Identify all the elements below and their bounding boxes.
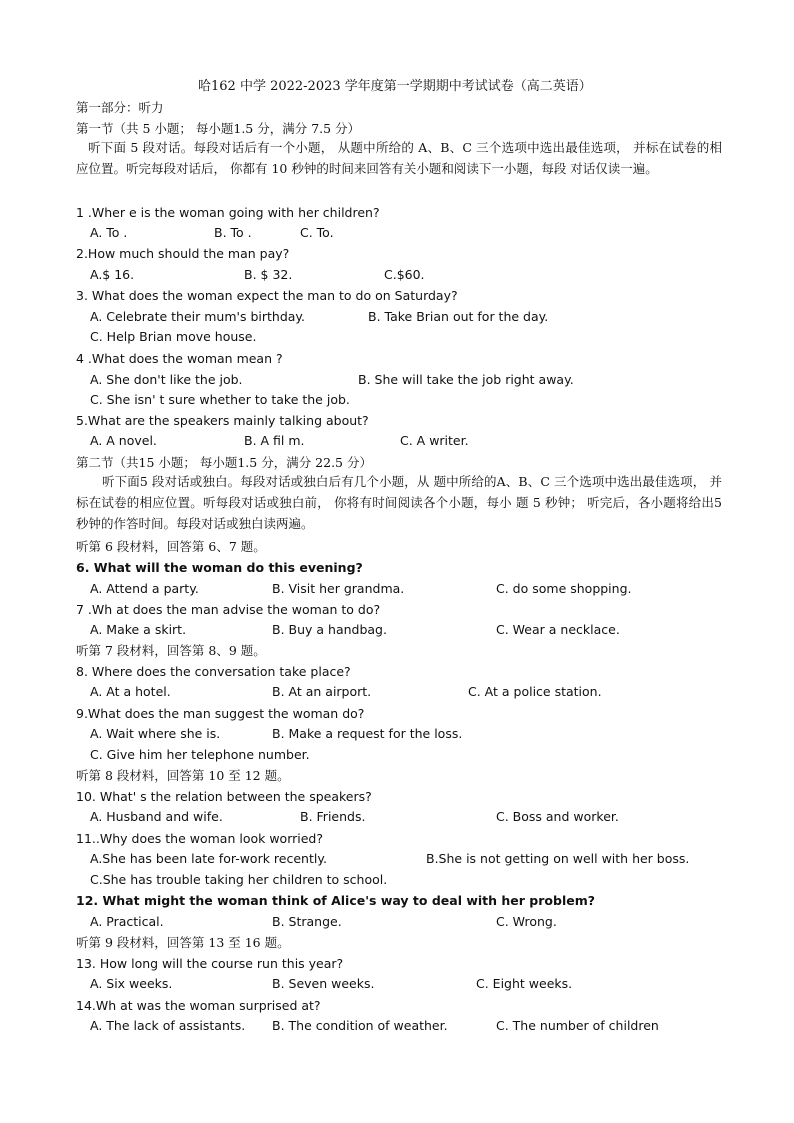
option-a: A. The lack of assistants. (90, 1018, 246, 1033)
part-heading: 第一部分：听力 (76, 100, 164, 115)
option-b: B. Make a request for the loss. (272, 726, 463, 741)
option-c: C.$60. (384, 267, 425, 282)
option-b: B. Strange. (272, 914, 342, 929)
option-a: A. A novel. (90, 433, 157, 448)
option-c: C. Help Brian move house. (90, 329, 257, 344)
option-c: C. Give him her telephone number. (90, 747, 310, 762)
option-b: B. The condition of weather. (272, 1018, 448, 1033)
option-a: A. She don't like the job. (90, 372, 243, 387)
option-c: C. Wrong. (496, 914, 557, 929)
option-a: A. Husband and wife. (90, 809, 223, 824)
question-stem: 11..Why does the woman look worried? (76, 831, 323, 846)
question-stem: 14.Wh at was the woman surprised at? (76, 998, 321, 1013)
question-stem: 2.How much should the man pay? (76, 246, 290, 261)
question-stem: 1 .Wher e is the woman going with her children? (76, 205, 380, 220)
question-stem: 10. What' s the relation between the speakers? (76, 789, 372, 804)
option-a: A. Make a skirt. (90, 622, 187, 637)
option-c: C. A writer. (400, 433, 469, 448)
option-a: A. Practical. (90, 914, 164, 929)
material-note: 听第 8 段材料，回答第 10 至 12 题。 (76, 768, 290, 783)
option-b: B. Visit her grandma. (272, 581, 405, 596)
material-note: 听第 9 段材料，回答第 13 至 16 题。 (76, 935, 290, 950)
question-stem: 3. What does the woman expect the man to do on Saturday? (76, 288, 458, 303)
option-a: A. Attend a party. (90, 581, 199, 596)
question-stem: 9.What does the man suggest the woman do? (76, 706, 365, 721)
option-b: B. Seven weeks. (272, 976, 375, 991)
option-a: A. At a hotel. (90, 684, 171, 699)
option-a: A. Six weeks. (90, 976, 173, 991)
option-b: B. Buy a handbag. (272, 622, 387, 637)
material-note: 听第 6 段材料，回答第 6、7 题。 (76, 539, 266, 554)
material-note: 听第 7 段材料，回答第 8、9 题。 (76, 643, 266, 658)
option-a: A. Wait where she is. (90, 726, 221, 741)
option-b: B. $ 32. (244, 267, 293, 282)
option-b: B. Take Brian out for the day. (368, 309, 549, 324)
question-stem: 12. What might the woman think of Alice's way to deal with her problem? (76, 893, 595, 908)
option-c: C. At a police station. (468, 684, 602, 699)
question-stem: 5.What are the speakers mainly talking about? (76, 413, 369, 428)
section2-heading: 第二节（共15 小题； 每小题1.5 分，满分 22.5 分） (76, 455, 372, 470)
option-c: C. Eight weeks. (476, 976, 573, 991)
question-stem: 13. How long will the course run this year? (76, 956, 344, 971)
option-b: B. Friends. (300, 809, 366, 824)
exam-title: 哈162 中学 2022-2023 学年度第一学期期中考试试卷（高二英语） (198, 79, 592, 94)
option-b: B. At an airport. (272, 684, 372, 699)
option-c: C. Boss and worker. (496, 809, 619, 824)
option-b: B. To . (214, 225, 252, 240)
option-c: C. do some shopping. (496, 581, 632, 596)
option-c: C.She has trouble taking her children to school. (90, 872, 388, 887)
section1-instructions: 听下面 5 段对话。每段对话后有一个小题， 从题中所给的 A、B、C 三个选项中选出最佳选项， 并标在试卷的相应位置。听完每段对话后， 你都有 10 秒钟的时间来回答有关小题和阅读下一小题，每段 对话仅读一遍。 (76, 140, 722, 176)
option-c: C. The number of children (496, 1018, 659, 1033)
question-stem: 4 .What does the woman mean ? (76, 351, 283, 366)
question-stem: 6. What will the woman do this evening? (76, 560, 363, 575)
question-stem: 7 .Wh at does the man advise the woman to do? (76, 602, 381, 617)
option-b: B.She is not getting on well with her boss. (426, 851, 690, 866)
option-a: A. Celebrate their mum's birthday. (90, 309, 306, 324)
option-c: C. She isn' t sure whether to take the job. (90, 392, 350, 407)
section2-instructions: 听下面5 段对话或独白。每段对话或独白后有几个小题，从 题中所给的A、B、C 三个选项中选出最佳选项， 并标在试卷的相应位置。听每段对话或独白前， 你将有时间阅读各个小题，每小 题 5 秒钟； 听完后，各小题将给出5 秒钟的作答时间。每段对话或独白读两遍。 (76, 474, 722, 531)
question-stem: 8. Where does the conversation take place? (76, 664, 351, 679)
option-c: C. Wear a necklace. (496, 622, 620, 637)
section1-heading: 第一节（共 5 小题； 每小题1.5 分，满分 7.5 分） (76, 121, 361, 136)
option-c: C. To. (300, 225, 334, 240)
option-a: A. To . (90, 225, 128, 240)
option-a: A.$ 16. (90, 267, 135, 282)
option-b: B. She will take the job right away. (358, 372, 574, 387)
option-b: B. A fil m. (244, 433, 305, 448)
option-a: A.She has been late for-work recently. (90, 851, 327, 866)
